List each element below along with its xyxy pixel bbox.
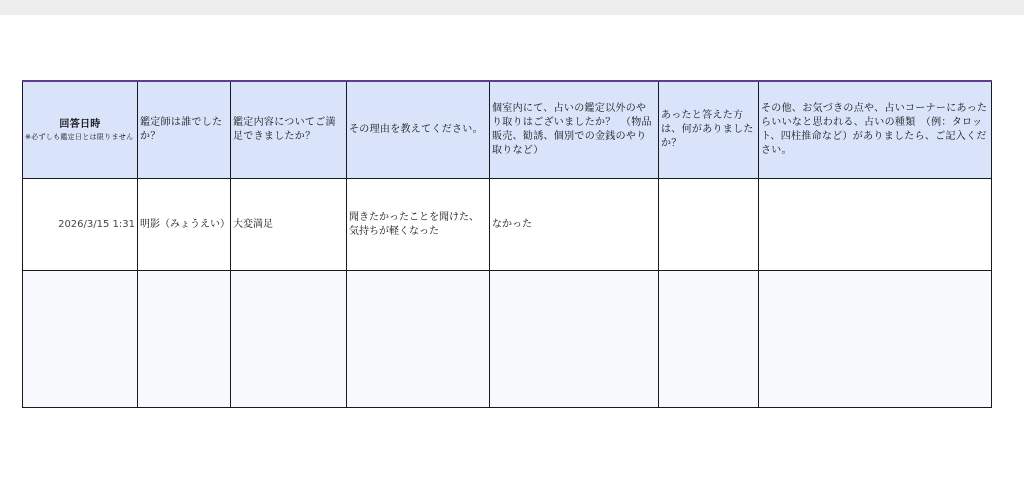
header-label: 鑑定内容についてご満足できましたか？: [233, 117, 336, 142]
header-cell-reader[interactable]: [138, 81, 231, 179]
header-row: [23, 81, 992, 179]
header-note: ※必ずしも鑑定日とは限りません: [25, 133, 134, 141]
table-cell[interactable]: [23, 271, 138, 408]
table-cell[interactable]: なかった: [490, 179, 659, 271]
header-cell-other-exchange[interactable]: [490, 81, 659, 179]
table-cell[interactable]: 大変満足: [231, 179, 347, 271]
table-cell[interactable]: [759, 271, 992, 408]
table-cell[interactable]: [138, 271, 231, 408]
header-label: 個室内にて、占いの鑑定以外のやり取りはございましたか？ （物品販売、勧誘、個別での金銭のやり取りなど）: [492, 103, 652, 156]
header-label: 鑑定師は誰でしたか？: [140, 117, 223, 142]
header-cell-satisfaction[interactable]: [231, 81, 347, 179]
header-cell-comments[interactable]: [759, 81, 992, 179]
header-label: その理由を教えてください。: [349, 124, 483, 135]
header-label: あったと答えた方は、何がありましたか？: [661, 110, 754, 149]
table-cell[interactable]: [659, 271, 759, 408]
top-bar: [0, 0, 1024, 15]
header-cell-reason[interactable]: [347, 81, 490, 179]
table-row: [23, 271, 992, 408]
table-cell[interactable]: [231, 271, 347, 408]
header-label: 回答日時: [59, 119, 101, 130]
table-cell[interactable]: [347, 271, 490, 408]
table-cell[interactable]: 2026/3/15 1:31: [23, 179, 138, 271]
table-cell[interactable]: 聞きたかったことを聞けた、気持ちが軽くなった: [347, 179, 490, 271]
table-cell[interactable]: 明影（みょうえい）: [138, 179, 231, 271]
header-label: その他、お気づきの点や、占いコーナーにあったらいいなと思われる、占いの種類 （例：タロット、四柱推命など）がありましたら、ご記入ください。: [761, 103, 988, 156]
header-cell-what-happened[interactable]: [659, 81, 759, 179]
survey-table: [22, 80, 992, 408]
table-row: [23, 179, 992, 271]
table-cell[interactable]: [490, 271, 659, 408]
header-cell-answer-datetime[interactable]: [23, 81, 138, 179]
table-cell[interactable]: [659, 179, 759, 271]
table-cell[interactable]: [759, 179, 992, 271]
